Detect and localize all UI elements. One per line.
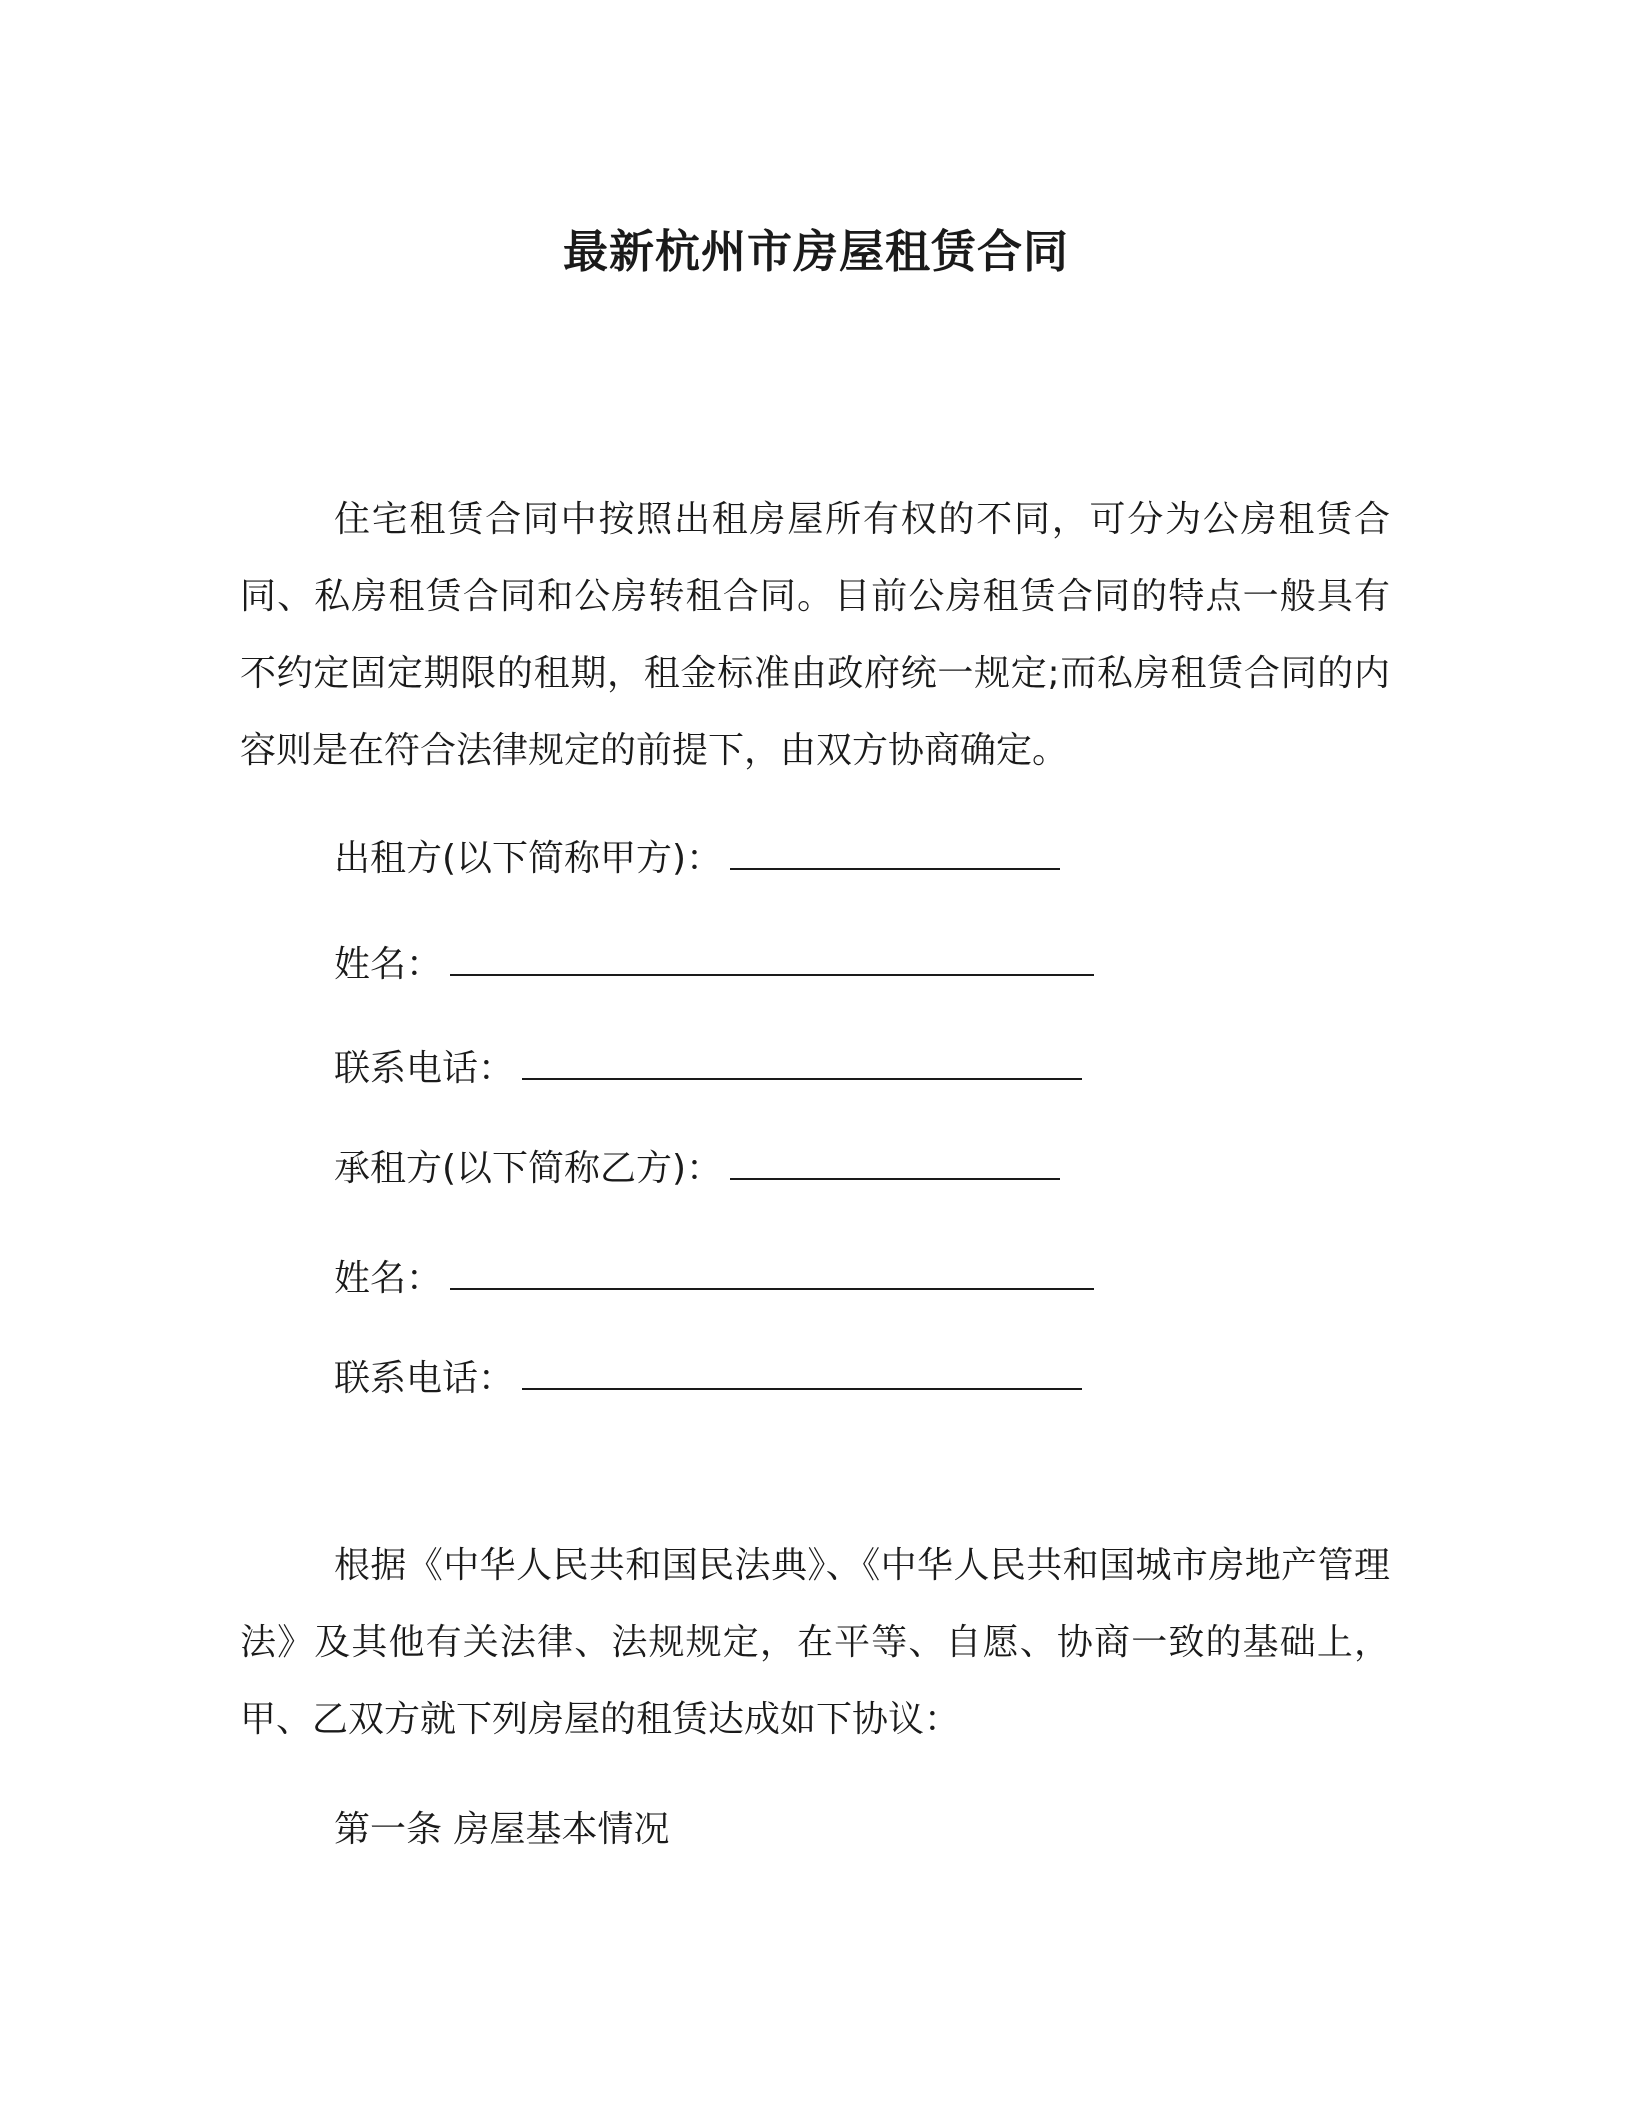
- fill-in-blank[interactable]: [450, 938, 1094, 976]
- fill-in-blank[interactable]: [522, 1042, 1082, 1080]
- document-title: 最新杭州市房屋租赁合同: [562, 225, 1069, 278]
- lessor-phone-field: [334, 1042, 1082, 1094]
- field-label: 姓名：: [334, 1258, 443, 1299]
- lessee-name-field: [334, 1252, 1094, 1304]
- lessor-name-field: [334, 938, 1094, 990]
- fill-in-blank[interactable]: [450, 1252, 1094, 1290]
- fill-in-blank[interactable]: [730, 832, 1060, 870]
- field-label: 承租方(以下简称乙方)：: [334, 1148, 723, 1189]
- field-label: 联系电话：: [334, 1358, 515, 1399]
- article-heading: 第一条 房屋基本情况: [334, 1809, 670, 1850]
- fill-in-blank[interactable]: [522, 1352, 1082, 1390]
- field-label: 姓名：: [334, 944, 443, 985]
- basis-paragraph: 根据《中华人民共和国民法典》、《中华人民共和国城市房地产管理法》及其他有关法律、法规规定，在平等、自愿、协商一致的基础上，甲、乙双方就下列房屋的租赁达成如下协议：: [240, 1545, 1390, 1740]
- field-label: 联系电话：: [334, 1048, 515, 1089]
- fill-in-blank[interactable]: [730, 1142, 1060, 1180]
- field-label: 出租方(以下简称甲方)：: [334, 838, 723, 879]
- lessee-phone-field: [334, 1352, 1082, 1404]
- lessee-field: [334, 1142, 1060, 1194]
- lessor-field: [334, 832, 1060, 884]
- intro-paragraph: 住宅租赁合同中按照出租房屋所有权的不同，可分为公房租赁合同、私房租赁合同和公房转租合同。目前公房租赁合同的特点一般具有不约定固定期限的租期，租金标准由政府统一规定;而私房租赁合同的内容则是在符合法律规定的前提下，由双方协商确定。: [240, 499, 1390, 771]
